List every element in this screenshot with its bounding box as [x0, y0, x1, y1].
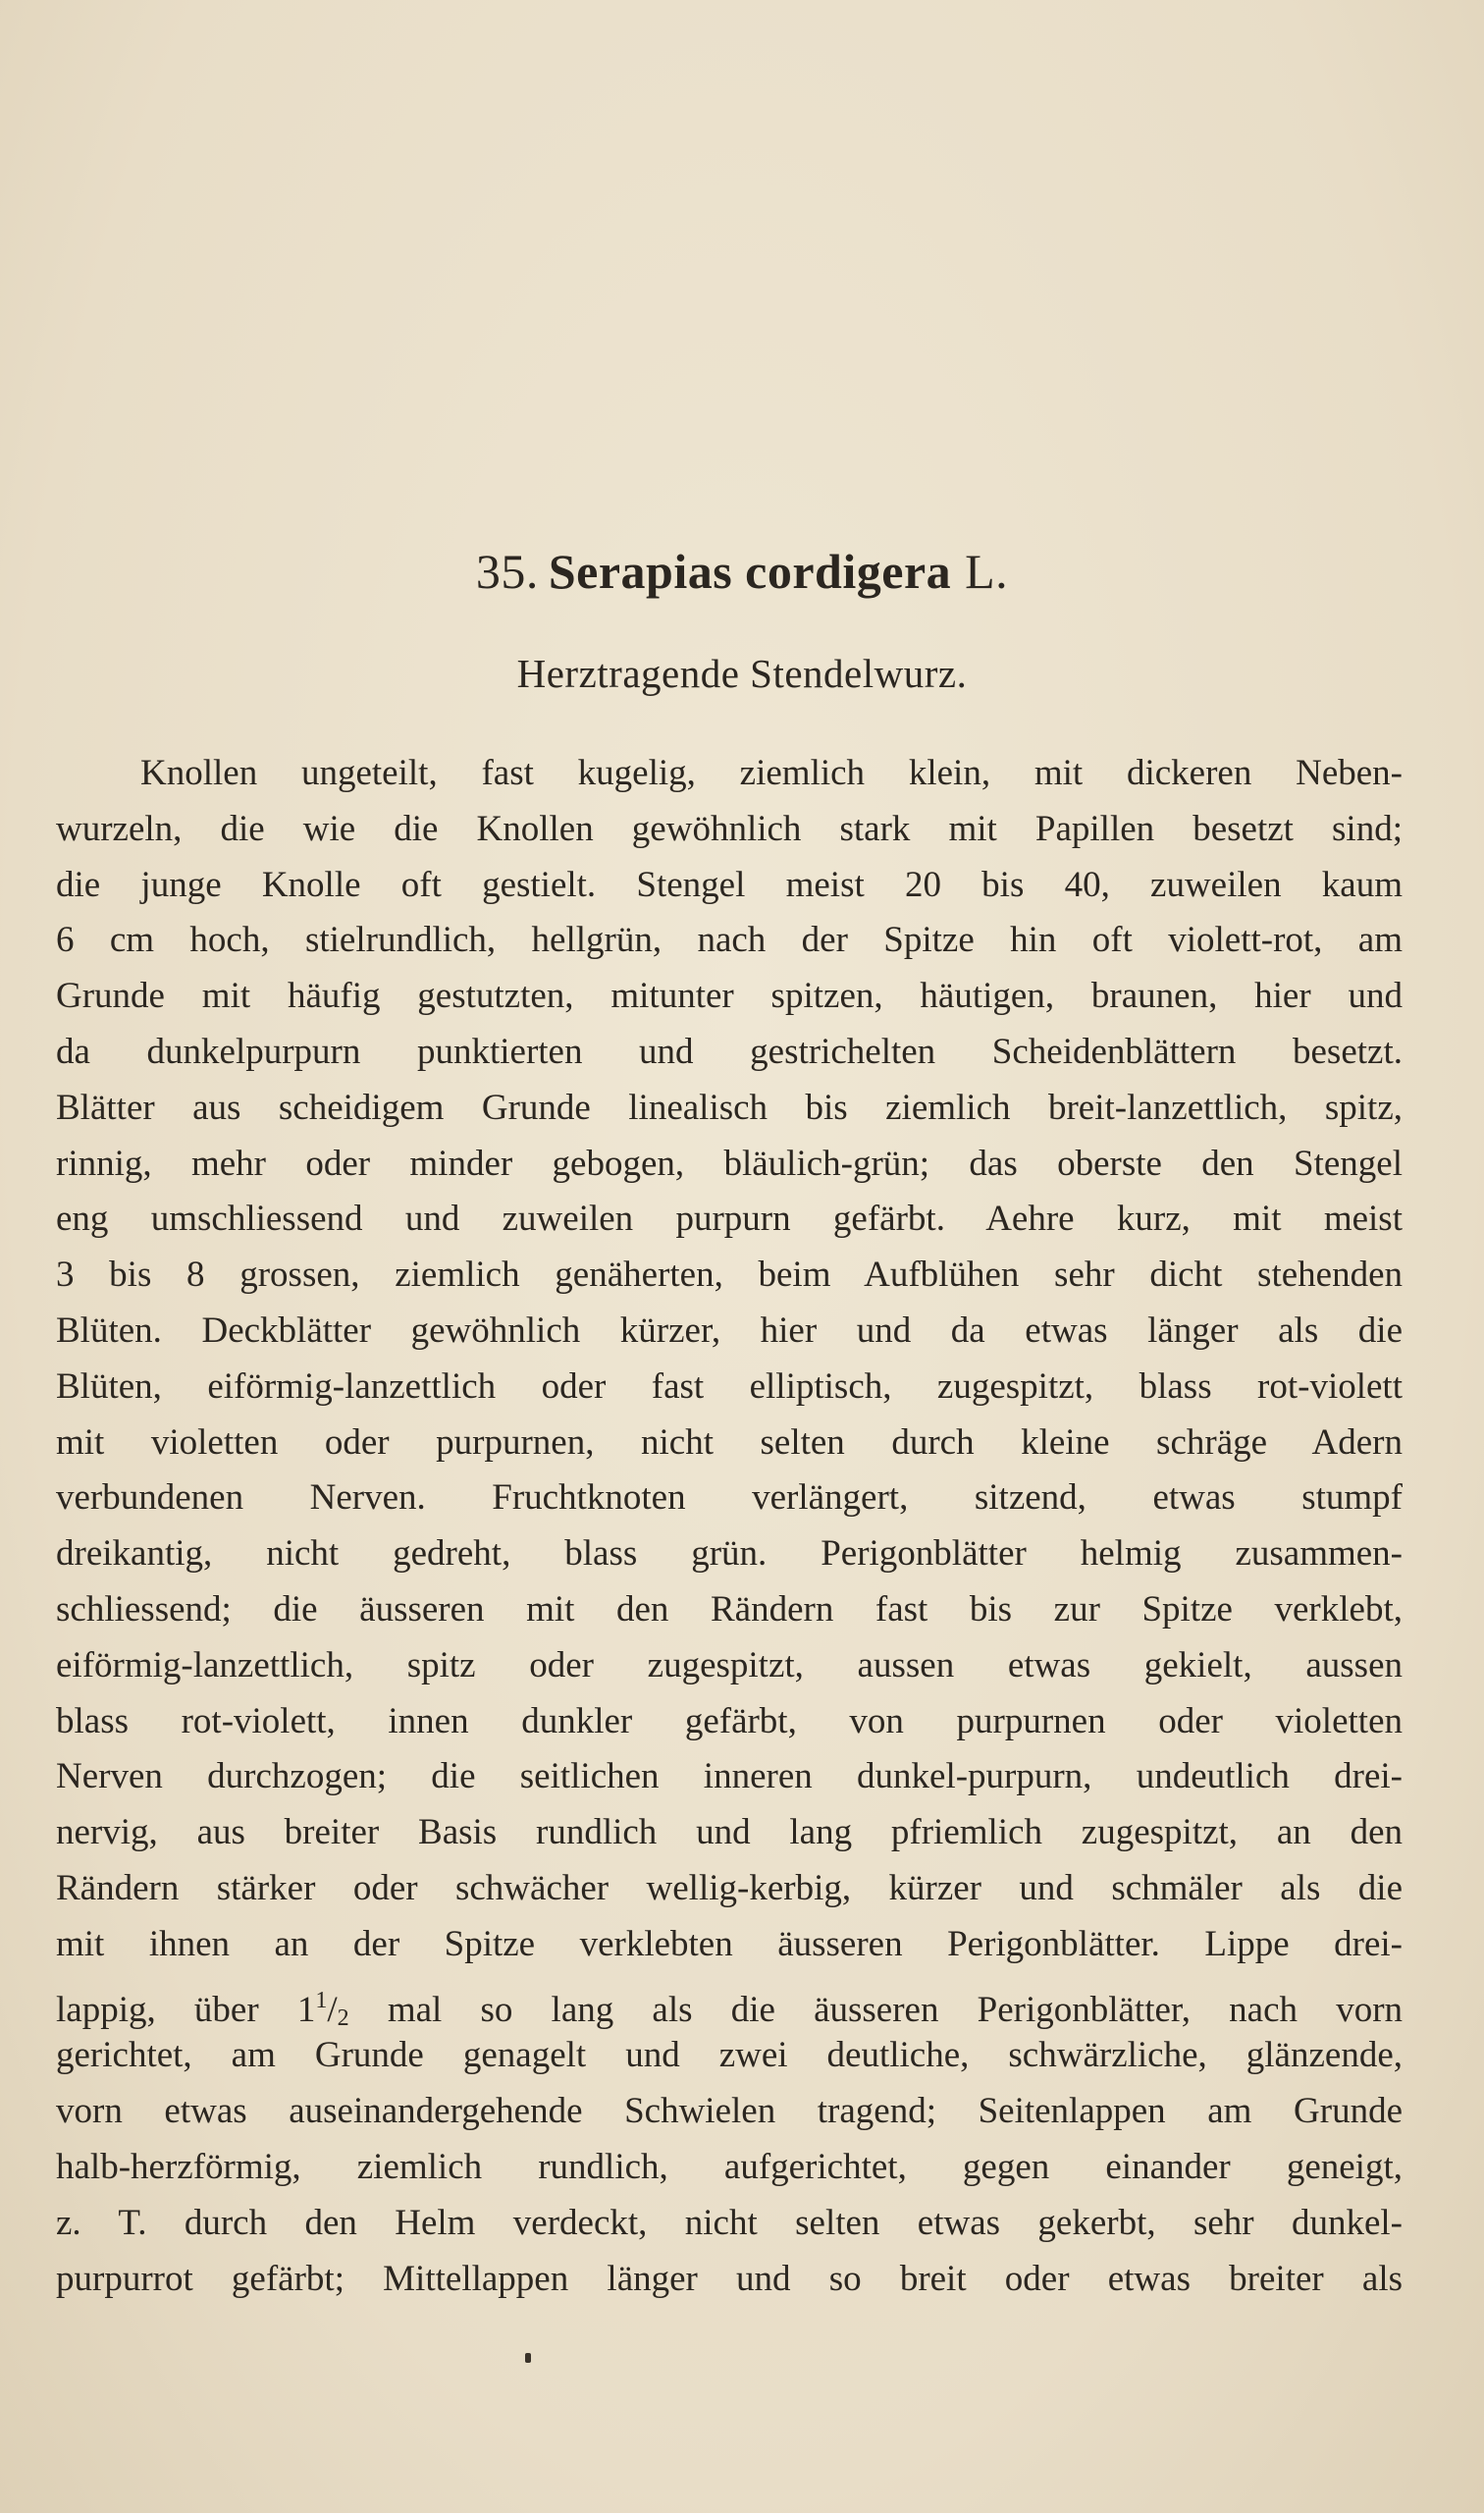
- text-line: schliessend; die äusseren mit den Rändern fast bis zur Spitze verklebt,: [56, 1588, 1403, 1630]
- text-line: Blüten, eiförmig-lanzettlich oder fast elliptisch, zugespitzt, blass rot-violett: [56, 1365, 1403, 1407]
- text-line: eng umschliessend und zuweilen purpurn gefärbt. Aehre kurz, mit meist: [56, 1199, 1403, 1240]
- text-line: mit violetten oder purpurnen, nicht selten durch kleine schräge Adern: [56, 1421, 1403, 1463]
- fraction-numerator: 1: [315, 1987, 328, 2013]
- fraction-one-and-half: $1^1/_2$: [296, 1987, 349, 2031]
- text-line: verbundenen Nerven. Fruchtknoten verlängert, sitzend, etwas stumpf: [56, 1477, 1403, 1519]
- text-line: Nerven durchzogen; die seitlichen inneren dunkel-purpurn, undeutlich drei-: [56, 1756, 1403, 1797]
- text-segment: mal so lang als die äusseren Perigonblätter, nach vorn: [387, 1989, 1404, 2030]
- text-line: rinnig, mehr oder minder gebogen, bläulich-grün; das oberste den Stengel: [56, 1143, 1403, 1184]
- description-paragraph: [56, 746, 1403, 2307]
- text-line: Blätter aus scheidigem Grunde linealisch bis ziemlich breit-lanzettlich, spitz,: [56, 1087, 1403, 1128]
- text-line: nervig, aus breiter Basis rundlich und lang pfriemlich zugespitzt, an den: [56, 1812, 1403, 1853]
- text-line: Grunde mit häufig gestutzten, mitunter spitzen, häutigen, braunen, hier und: [56, 976, 1403, 1017]
- species-heading: [0, 543, 1484, 600]
- text-line: da dunkelpurpurn punktierten und gestrichelten Scheidenblättern besetzt.: [56, 1031, 1403, 1072]
- text-line: vorn etwas auseinandergehende Schwielen tragend; Seitenlappen am Grunde: [56, 2091, 1403, 2132]
- species-author: L.: [965, 544, 1009, 599]
- text-line: die junge Knolle oft gestielt. Stengel meist 20 bis 40, zuweilen kaum: [56, 864, 1403, 905]
- text-line: z. T. durch den Helm verdeckt, nicht selten etwas gekerbt, sehr dunkel-: [56, 2202, 1403, 2243]
- text-line-with-fraction: [56, 1973, 1403, 2029]
- text-line: eiförmig-lanzettlich, spitz oder zugespitzt, aussen etwas gekielt, aussen: [56, 1644, 1403, 1685]
- text-line: wurzeln, die wie die Knollen gewöhnlich stark mit Papillen besetzt sind;: [56, 808, 1403, 849]
- species-name: Serapias cordigera: [548, 544, 952, 599]
- text-line: 6 cm hoch, stielrundlich, hellgrün, nach der Spitze hin oft violett-rot, am: [56, 920, 1403, 961]
- text-line: mit ihnen an der Spitze verklebten äusseren Perigonblätter. Lippe drei-: [56, 1923, 1403, 1964]
- common-name: Herztragende Stendelwurz.: [516, 651, 968, 696]
- text-line: purpurrot gefärbt; Mittellappen länger und so breit oder etwas breiter als: [56, 2258, 1403, 2299]
- ink-mark: [525, 2353, 531, 2363]
- text-line: halb-herzförmig, ziemlich rundlich, aufgerichtet, gegen einander geneigt,: [56, 2146, 1403, 2187]
- fraction-denominator: 2: [337, 2005, 349, 2031]
- text-line: Rändern stärker oder schwächer wellig-kerbig, kürzer und schmäler als die: [56, 1867, 1403, 1908]
- text-line: gerichtet, am Grunde genagelt und zwei deutliche, schwärzliche, glänzende,: [56, 2035, 1403, 2076]
- text-line: Blüten. Deckblätter gewöhnlich kürzer, hier und da etwas länger als die: [56, 1310, 1403, 1351]
- text-segment: lappig, über: [56, 1989, 259, 2030]
- text-line: blass rot-violett, innen dunkler gefärbt, von purpurnen oder violetten: [56, 1700, 1403, 1741]
- text-line: dreikantig, nicht gedreht, blass grün. Perigonblätter helmig zusammen-: [56, 1533, 1403, 1575]
- text-line: 3 bis 8 grossen, ziemlich genäherten, beim Aufblühen sehr dicht stehenden: [56, 1255, 1403, 1296]
- text-line: Knollen ungeteilt, fast kugelig, ziemlich klein, mit dickeren Neben-: [140, 753, 1403, 793]
- species-number: 35.: [475, 544, 539, 599]
- fraction-whole: 1: [296, 1989, 316, 2030]
